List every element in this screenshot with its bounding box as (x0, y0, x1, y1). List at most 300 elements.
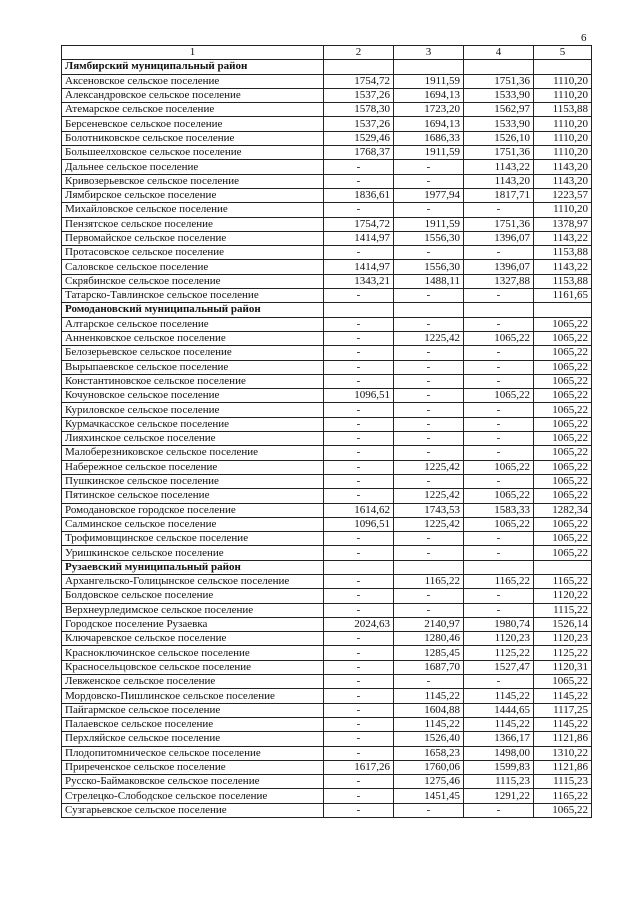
settlement-name: Палаевское сельское поселение (62, 717, 324, 731)
empty-cell (394, 303, 464, 317)
value-cell-col2: - (324, 789, 394, 803)
value-cell-col2: - (324, 660, 394, 674)
table-row (62, 217, 592, 231)
value-cell-col3: 1451,45 (394, 789, 464, 803)
settlement-name: Атемарское сельское поселение (62, 103, 324, 117)
value-cell-col2: - (324, 632, 394, 646)
settlement-name: Анненковское сельское поселение (62, 331, 324, 345)
value-cell-col4: 1115,23 (464, 775, 534, 789)
value-cell-col3: - (394, 474, 464, 488)
table-row (62, 732, 592, 746)
value-cell-col5: 1065,22 (534, 432, 592, 446)
value-cell-col5: 1115,23 (534, 775, 592, 789)
value-cell-col4: 1145,22 (464, 689, 534, 703)
value-cell-col2: - (324, 403, 394, 417)
table-row (62, 789, 592, 803)
value-cell-col2: - (324, 417, 394, 431)
value-cell-col5: 1065,22 (534, 317, 592, 331)
settlement-name: Саловское сельское поселение (62, 260, 324, 274)
table-row (62, 403, 592, 417)
value-cell-col2: 1414,97 (324, 231, 394, 245)
table-row (62, 574, 592, 588)
settlement-name: Красноключинское сельское поселение (62, 646, 324, 660)
value-cell-col4: 1065,22 (464, 517, 534, 531)
value-cell-col5: 1526,14 (534, 617, 592, 631)
value-cell-col3: 1145,22 (394, 689, 464, 703)
settlement-name: Александровское сельское поселение (62, 88, 324, 102)
value-cell-col5: 1165,22 (534, 574, 592, 588)
value-cell-col5: 1165,22 (534, 789, 592, 803)
value-cell-col3: - (394, 403, 464, 417)
value-cell-col3: 1694,13 (394, 117, 464, 131)
value-cell-col3: - (394, 546, 464, 560)
empty-cell (394, 60, 464, 74)
value-cell-col4: 1143,20 (464, 174, 534, 188)
value-cell-col2: - (324, 374, 394, 388)
value-cell-col4: 1065,22 (464, 389, 534, 403)
value-cell-col5: 1120,22 (534, 589, 592, 603)
value-cell-col3: 1280,46 (394, 632, 464, 646)
settlement-name: Большеелховское сельское поселение (62, 146, 324, 160)
value-cell-col5: 1153,88 (534, 274, 592, 288)
table-row (62, 274, 592, 288)
value-cell-col5: 1110,20 (534, 131, 592, 145)
table-row (62, 389, 592, 403)
value-cell-col3: - (394, 160, 464, 174)
value-cell-col5: 1110,20 (534, 74, 592, 88)
value-cell-col2: - (324, 803, 394, 817)
table-row (62, 546, 592, 560)
table-row (62, 460, 592, 474)
value-cell-col5: 1143,22 (534, 231, 592, 245)
value-cell-col3: 1911,59 (394, 74, 464, 88)
value-cell-col3: 1760,06 (394, 760, 464, 774)
value-cell-col4: - (464, 803, 534, 817)
empty-cell (324, 303, 394, 317)
value-cell-col4: 1125,22 (464, 646, 534, 660)
settlement-name: Болотниковское сельское поселение (62, 131, 324, 145)
table-row (62, 103, 592, 117)
settlement-name: Набережное сельское поселение (62, 460, 324, 474)
value-cell-col4: 1396,07 (464, 260, 534, 274)
settlement-name: Кочуновское сельское поселение (62, 389, 324, 403)
value-cell-col4: 1498,00 (464, 746, 534, 760)
value-cell-col3: - (394, 289, 464, 303)
empty-cell (464, 303, 534, 317)
value-cell-col5: 1065,22 (534, 803, 592, 817)
value-cell-col2: 1096,51 (324, 389, 394, 403)
value-cell-col3: 1694,13 (394, 88, 464, 102)
value-cell-col3: 1275,46 (394, 775, 464, 789)
value-cell-col3: - (394, 246, 464, 260)
settlement-name: Михайловское сельское поселение (62, 203, 324, 217)
value-cell-col3: - (394, 675, 464, 689)
empty-cell (324, 560, 394, 574)
value-cell-col3: 2140,97 (394, 617, 464, 631)
settlement-name: Уришкинское сельское поселение (62, 546, 324, 560)
value-cell-col4: 1065,22 (464, 331, 534, 345)
settlement-name: Пайгармское сельское поселение (62, 703, 324, 717)
value-cell-col5: 1121,86 (534, 732, 592, 746)
value-cell-col4: 1527,47 (464, 660, 534, 674)
district-name: Рузаевский муниципальный район (62, 560, 324, 574)
value-cell-col2: - (324, 775, 394, 789)
value-cell-col4: - (464, 360, 534, 374)
value-cell-col5: 1378,97 (534, 217, 592, 231)
table-row (62, 446, 592, 460)
value-cell-col5: 1065,22 (534, 532, 592, 546)
value-cell-col3: - (394, 589, 464, 603)
value-cell-col2: 1537,26 (324, 117, 394, 131)
value-cell-col3: - (394, 446, 464, 460)
table-row (62, 675, 592, 689)
settlement-name: Дальнее сельское поселение (62, 160, 324, 174)
value-cell-col5: 1065,22 (534, 403, 592, 417)
value-cell-col5: 1065,22 (534, 331, 592, 345)
value-cell-col3: 1225,42 (394, 460, 464, 474)
settlement-name: Скрябинское сельское поселение (62, 274, 324, 288)
value-cell-col3: 1165,22 (394, 574, 464, 588)
value-cell-col4: 1143,22 (464, 160, 534, 174)
value-cell-col2: - (324, 546, 394, 560)
value-cell-col2: - (324, 717, 394, 731)
value-cell-col5: 1115,22 (534, 603, 592, 617)
value-cell-col2: 1414,97 (324, 260, 394, 274)
value-cell-col2: 1836,61 (324, 188, 394, 202)
column-header: 3 (394, 46, 464, 60)
table-row (62, 117, 592, 131)
value-cell-col4: 1444,65 (464, 703, 534, 717)
value-cell-col4: 1751,36 (464, 74, 534, 88)
settlement-name: Татарско-Тавлинское сельское поселение (62, 289, 324, 303)
value-cell-col5: 1110,20 (534, 203, 592, 217)
settlement-name: Курмачкасское сельское поселение (62, 417, 324, 431)
settlement-name: Константиновское сельское поселение (62, 374, 324, 388)
value-cell-col2: 1614,62 (324, 503, 394, 517)
table-row (62, 74, 592, 88)
value-cell-col4: - (464, 374, 534, 388)
value-cell-col3: 1225,42 (394, 489, 464, 503)
table-row (62, 246, 592, 260)
settlement-name: Лияхинское сельское поселение (62, 432, 324, 446)
value-cell-col2: - (324, 346, 394, 360)
value-cell-col4: 1533,90 (464, 88, 534, 102)
value-cell-col5: 1065,22 (534, 417, 592, 431)
value-cell-col4: 1599,83 (464, 760, 534, 774)
empty-cell (464, 560, 534, 574)
table-row (62, 503, 592, 517)
value-cell-col3: 1556,30 (394, 231, 464, 245)
settlement-name: Аксеновское сельское поселение (62, 74, 324, 88)
value-cell-col2: - (324, 317, 394, 331)
settlement-name: Стрелецко-Слободское сельское поселение (62, 789, 324, 803)
value-cell-col4: 1065,22 (464, 489, 534, 503)
value-cell-col4: - (464, 675, 534, 689)
value-cell-col3: 1604,88 (394, 703, 464, 717)
settlement-name: Малоберезниковское сельское поселение (62, 446, 324, 460)
value-cell-col3: - (394, 374, 464, 388)
value-cell-col2: - (324, 246, 394, 260)
value-cell-col5: 1282,34 (534, 503, 592, 517)
value-cell-col4: 1291,22 (464, 789, 534, 803)
value-cell-col2: 2024,63 (324, 617, 394, 631)
value-cell-col4: - (464, 203, 534, 217)
value-cell-col2: 1537,26 (324, 88, 394, 102)
value-cell-col5: 1153,88 (534, 246, 592, 260)
value-cell-col2: - (324, 331, 394, 345)
value-cell-col5: 1153,88 (534, 103, 592, 117)
value-cell-col5: 1110,20 (534, 146, 592, 160)
value-cell-col4: - (464, 417, 534, 431)
value-cell-col2: - (324, 360, 394, 374)
district-row (62, 60, 592, 74)
value-cell-col2: 1768,37 (324, 146, 394, 160)
table-row (62, 160, 592, 174)
table-row (62, 717, 592, 731)
value-cell-col4: - (464, 403, 534, 417)
table-row (62, 517, 592, 531)
settlement-name: Берсеневское сельское поселение (62, 117, 324, 131)
value-cell-col4: - (464, 432, 534, 446)
value-cell-col3: - (394, 360, 464, 374)
value-cell-col4: - (464, 532, 534, 546)
value-cell-col3: - (394, 174, 464, 188)
district-name: Лямбирский муниципальный район (62, 60, 324, 74)
value-cell-col2: - (324, 646, 394, 660)
settlement-name: Белозерьевское сельское поселение (62, 346, 324, 360)
value-cell-col4: - (464, 446, 534, 460)
value-cell-col2: - (324, 574, 394, 588)
value-cell-col2: - (324, 532, 394, 546)
empty-cell (534, 60, 592, 74)
table-row (62, 331, 592, 345)
value-cell-col3: - (394, 317, 464, 331)
settlement-name: Приреченское сельское поселение (62, 760, 324, 774)
settlement-name: Ромодановское городское поселение (62, 503, 324, 517)
value-cell-col4: 1526,10 (464, 131, 534, 145)
settlement-name: Архангельско-Голицынское сельское поселение (62, 574, 324, 588)
settlement-name: Сузгарьевское сельское поселение (62, 803, 324, 817)
table-row (62, 417, 592, 431)
settlement-name: Плодопитомническое сельское поселение (62, 746, 324, 760)
value-cell-col5: 1310,22 (534, 746, 592, 760)
settlement-name: Салминское сельское поселение (62, 517, 324, 531)
value-cell-col3: 1285,45 (394, 646, 464, 660)
value-cell-col2: - (324, 174, 394, 188)
value-cell-col5: 1065,22 (534, 346, 592, 360)
value-cell-col4: - (464, 589, 534, 603)
value-cell-col4: 1165,22 (464, 574, 534, 588)
settlement-name: Красносельцовское сельское поселение (62, 660, 324, 674)
settlement-name: Алтарское сельское поселение (62, 317, 324, 331)
value-cell-col4: 1980,74 (464, 617, 534, 631)
value-cell-col3: - (394, 203, 464, 217)
value-cell-col5: 1065,22 (534, 389, 592, 403)
value-cell-col5: 1065,22 (534, 374, 592, 388)
value-cell-col2: 1578,30 (324, 103, 394, 117)
table-row (62, 260, 592, 274)
value-cell-col3: - (394, 346, 464, 360)
value-cell-col5: 1065,22 (534, 460, 592, 474)
table-row (62, 603, 592, 617)
value-cell-col3: 1526,40 (394, 732, 464, 746)
value-cell-col4: 1120,23 (464, 632, 534, 646)
value-cell-col4: - (464, 289, 534, 303)
table-row (62, 489, 592, 503)
value-cell-col4: 1751,36 (464, 217, 534, 231)
district-row (62, 303, 592, 317)
value-cell-col3: 1225,42 (394, 517, 464, 531)
column-header: 5 (534, 46, 592, 60)
value-cell-col5: 1143,20 (534, 160, 592, 174)
value-cell-col5: 1120,31 (534, 660, 592, 674)
value-cell-col5: 1110,20 (534, 88, 592, 102)
value-cell-col3: - (394, 389, 464, 403)
value-cell-col4: 1583,33 (464, 503, 534, 517)
header-row (62, 46, 592, 60)
value-cell-col3: 1658,23 (394, 746, 464, 760)
value-cell-col3: 1911,59 (394, 146, 464, 160)
value-cell-col4: 1366,17 (464, 732, 534, 746)
value-cell-col5: 1065,22 (534, 517, 592, 531)
table-row (62, 589, 592, 603)
value-cell-col4: - (464, 546, 534, 560)
settlement-name: Болдовское сельское поселение (62, 589, 324, 603)
settlement-name: Перхляйское сельское поселение (62, 732, 324, 746)
table-row (62, 532, 592, 546)
value-cell-col3: 1911,59 (394, 217, 464, 231)
value-cell-col2: - (324, 289, 394, 303)
table-row (62, 346, 592, 360)
value-cell-col2: - (324, 689, 394, 703)
settlement-name: Русско-Баймаковское сельское поселение (62, 775, 324, 789)
table-row (62, 660, 592, 674)
value-cell-col4: 1817,71 (464, 188, 534, 202)
table-row (62, 689, 592, 703)
column-header: 4 (464, 46, 534, 60)
table-row (62, 231, 592, 245)
column-header: 2 (324, 46, 394, 60)
settlement-name: Трофимовщинское сельское поселение (62, 532, 324, 546)
table-row (62, 374, 592, 388)
value-cell-col2: - (324, 203, 394, 217)
settlement-name: Пензятское сельское поселение (62, 217, 324, 231)
table-row (62, 203, 592, 217)
value-cell-col4: 1396,07 (464, 231, 534, 245)
value-cell-col2: 1096,51 (324, 517, 394, 531)
settlement-name: Протасовское сельское поселение (62, 246, 324, 260)
value-cell-col3: 1556,30 (394, 260, 464, 274)
settlement-name: Мордовско-Пишлинское сельское поселение (62, 689, 324, 703)
settlement-name: Пушкинское сельское поселение (62, 474, 324, 488)
value-cell-col4: - (464, 246, 534, 260)
settlement-name: Первомайское сельское поселение (62, 231, 324, 245)
table-row (62, 360, 592, 374)
value-cell-col2: - (324, 603, 394, 617)
table-row (62, 88, 592, 102)
value-cell-col5: 1125,22 (534, 646, 592, 660)
table-row (62, 775, 592, 789)
value-cell-col3: 1977,94 (394, 188, 464, 202)
value-cell-col2: - (324, 160, 394, 174)
value-cell-col4: 1751,36 (464, 146, 534, 160)
value-cell-col5: 1223,57 (534, 188, 592, 202)
empty-cell (324, 60, 394, 74)
value-cell-col2: 1529,46 (324, 131, 394, 145)
table-row (62, 188, 592, 202)
value-cell-col5: 1145,22 (534, 689, 592, 703)
value-cell-col2: 1754,72 (324, 217, 394, 231)
empty-cell (394, 560, 464, 574)
table-body (62, 46, 592, 818)
value-cell-col2: - (324, 489, 394, 503)
settlement-name: Пятинское сельское поселение (62, 489, 324, 503)
value-cell-col5: 1161,65 (534, 289, 592, 303)
value-cell-col4: 1145,22 (464, 717, 534, 731)
empty-cell (534, 303, 592, 317)
settlement-name: Левженское сельское поселение (62, 675, 324, 689)
table-row (62, 474, 592, 488)
empty-cell (464, 60, 534, 74)
value-cell-col5: 1065,22 (534, 489, 592, 503)
settlement-name: Вырыпаевское сельское поселение (62, 360, 324, 374)
column-header: 1 (62, 46, 324, 60)
value-cell-col5: 1117,25 (534, 703, 592, 717)
value-cell-col3: 1723,20 (394, 103, 464, 117)
empty-cell (534, 560, 592, 574)
value-cell-col2: - (324, 460, 394, 474)
value-cell-col4: 1065,22 (464, 460, 534, 474)
value-cell-col5: 1143,22 (534, 260, 592, 274)
value-cell-col2: - (324, 474, 394, 488)
value-cell-col2: 1754,72 (324, 74, 394, 88)
settlement-name: Лямбирское сельское поселение (62, 188, 324, 202)
settlement-name: Кривозерьевское сельское поселение (62, 174, 324, 188)
table-row (62, 746, 592, 760)
district-name: Ромодановский муниципальный район (62, 303, 324, 317)
value-cell-col2: - (324, 732, 394, 746)
value-cell-col3: - (394, 603, 464, 617)
table-row (62, 760, 592, 774)
settlement-name: Городское поселение Рузаевка (62, 617, 324, 631)
value-cell-col5: 1110,20 (534, 117, 592, 131)
value-cell-col2: - (324, 675, 394, 689)
value-cell-col3: - (394, 803, 464, 817)
table-row (62, 632, 592, 646)
page-number: 6 (581, 32, 587, 44)
table-row (62, 432, 592, 446)
table-row (62, 131, 592, 145)
value-cell-col4: - (464, 474, 534, 488)
value-cell-col2: - (324, 432, 394, 446)
value-cell-col5: 1120,23 (534, 632, 592, 646)
value-cell-col4: 1562,97 (464, 103, 534, 117)
value-cell-col2: - (324, 703, 394, 717)
tariff-table (61, 45, 592, 818)
value-cell-col3: - (394, 417, 464, 431)
value-cell-col4: 1533,90 (464, 117, 534, 131)
value-cell-col4: - (464, 603, 534, 617)
district-row (62, 560, 592, 574)
value-cell-col3: - (394, 532, 464, 546)
value-cell-col2: 1617,26 (324, 760, 394, 774)
value-cell-col5: 1065,22 (534, 675, 592, 689)
table-row (62, 317, 592, 331)
value-cell-col5: 1065,22 (534, 474, 592, 488)
value-cell-col3: 1743,53 (394, 503, 464, 517)
value-cell-col5: 1143,20 (534, 174, 592, 188)
value-cell-col3: - (394, 432, 464, 446)
